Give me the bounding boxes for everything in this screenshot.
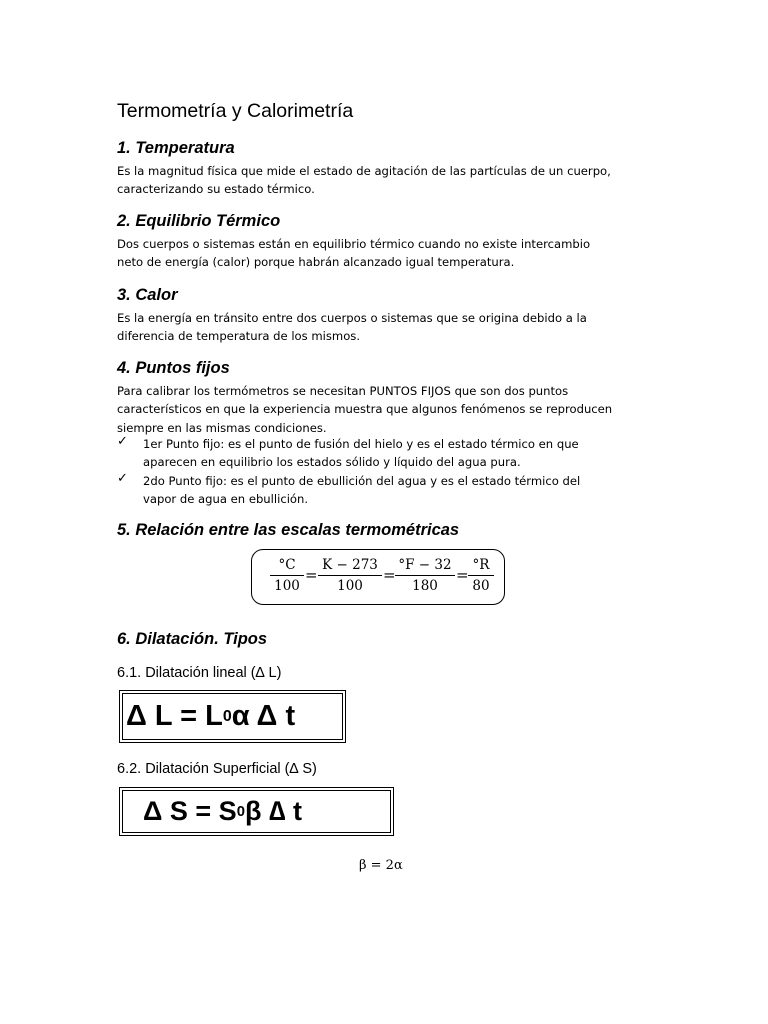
- fraction-fahrenheit: [395, 556, 455, 596]
- text-line: Es la magnitud física que mide el estado de agitación de las partículas de un cuerpo,: [117, 164, 611, 178]
- formula-main: Δ S = S: [143, 796, 237, 826]
- denominator: 100: [337, 578, 363, 594]
- text-line: vapor de agua en ebullición.: [143, 492, 309, 507]
- list-item: [143, 435, 579, 472]
- section-text-puntos-fijos: [117, 382, 657, 437]
- equals-sign: =: [456, 566, 469, 584]
- denominator: 180: [412, 578, 438, 594]
- text-line: 1er Punto fijo: es el punto de fusión del hielo y es el estado térmico en que: [143, 437, 579, 451]
- subsection-heading-dilatacion-superficial: 6.2. Dilatación Superficial (∆ S): [117, 761, 317, 777]
- section-heading-equilibrio: 2. Equilibrio Térmico: [117, 212, 281, 230]
- scale-relation-formula: [251, 549, 505, 605]
- numerator: K − 273: [322, 557, 378, 573]
- linear-dilation-formula: [119, 690, 346, 743]
- beta-relation: β = 2α: [359, 858, 403, 873]
- list-item: [143, 472, 580, 509]
- section-heading-puntos-fijos: 4. Puntos fijos: [117, 359, 230, 377]
- numerator: °F − 32: [398, 557, 452, 573]
- section-heading-dilatacion: 6. Dilatación. Tipos: [117, 630, 268, 648]
- section-heading-calor: 3. Calor: [117, 286, 178, 304]
- numerator: °R: [472, 557, 490, 573]
- formula-main: Δ L = L: [126, 700, 223, 732]
- check-icon: ✓: [117, 434, 128, 449]
- surface-dilation-formula: [119, 787, 394, 836]
- fraction-rankine: [468, 556, 494, 596]
- fraction-celsius: [270, 556, 304, 596]
- text-line: neto de energía (calor) porque habrán alcanzado igual temperatura.: [117, 255, 515, 270]
- text-line: Es la energía en tránsito entre dos cuerpos o sistemas que se origina debido a la: [117, 311, 587, 325]
- formula-subscript: 0: [222, 707, 232, 725]
- denominator: 100: [274, 578, 300, 594]
- section-text-equilibrio: [117, 235, 657, 272]
- section-heading-relacion: 5. Relación entre las escalas termométricas: [117, 521, 460, 539]
- equals-sign: =: [383, 566, 396, 584]
- text-line: característicos en que la experiencia muestra que algunos fenómenos se reproducen: [117, 402, 613, 417]
- denominator: 80: [472, 578, 490, 594]
- check-icon: ✓: [117, 471, 128, 486]
- text-line: diferencia de temperatura de los mismos.: [117, 329, 361, 344]
- formula-rest: β ∆ t: [244, 796, 302, 826]
- text-line: aparecen en equilibrio los estados sólido y líquido del agua pura.: [143, 455, 521, 470]
- page-title: Termometría y Calorimetría: [117, 100, 354, 122]
- text-line: Dos cuerpos o sistemas están en equilibrio térmico cuando no existe intercambio: [117, 237, 591, 251]
- subsection-heading-dilatacion-lineal: 6.1. Dilatación lineal (∆ L): [117, 665, 282, 681]
- fraction-kelvin: [318, 556, 382, 596]
- text-line: siempre en las mismas condiciones.: [117, 420, 327, 435]
- formula-rest: α Δ t: [231, 700, 296, 732]
- section-text-temperatura: [117, 162, 657, 199]
- text-line: 2do Punto fijo: es el punto de ebullición del agua y es el estado térmico del: [143, 474, 581, 488]
- section-text-calor: [117, 309, 657, 346]
- section-heading-temperatura: 1. Temperatura: [117, 139, 235, 157]
- equals-sign: =: [305, 566, 318, 584]
- numerator: °C: [278, 557, 296, 573]
- text-line: caracterizando su estado térmico.: [117, 182, 315, 197]
- text-line: Para calibrar los termómetros se necesitan PUNTOS FIJOS que son dos puntos: [117, 384, 569, 398]
- formula-subscript: 0: [236, 803, 245, 820]
